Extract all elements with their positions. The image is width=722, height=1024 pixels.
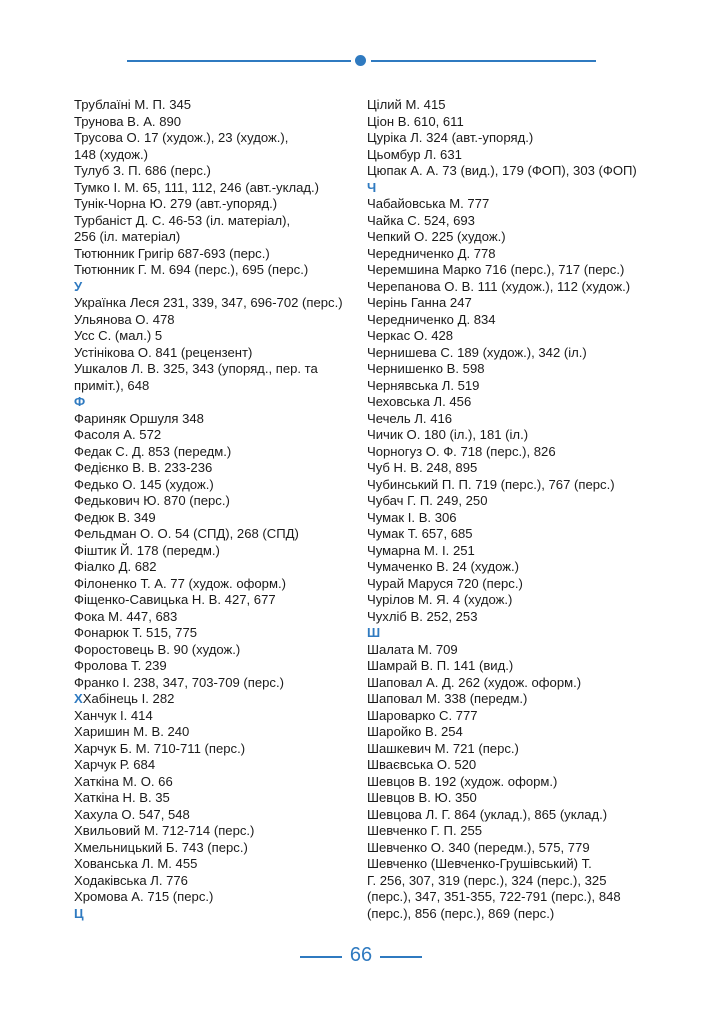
index-entry: Хаткіна Н. В. 35	[74, 790, 170, 805]
index-entry: Фасоля А. 572	[74, 427, 162, 442]
index-entry: Устінікова О. 841 (рецензент)	[74, 344, 253, 360]
index-entry: Чечель Л. 416	[367, 410, 453, 426]
index-entry: 256 (іл. матеріал)	[74, 229, 181, 244]
index-entry: Трусова О. 17 (худож.), 23 (худож.),	[74, 130, 289, 145]
index-entry: Шашкевич М. 721 (перс.)	[367, 740, 519, 756]
index-entry: Федькович Ю. 870 (перс.)	[74, 493, 230, 508]
index-entry: Чорногуз О. Ф. 718 (перс.), 826	[367, 443, 556, 459]
index-entry: Чухліб В. 252, 253	[367, 608, 478, 624]
index-entry: Українка Леся 231, 339, 347, 696-702 (перс.)	[74, 295, 343, 310]
index-entry: Черепанова О. В. 111 (худож.), 112 (худож.)	[367, 278, 631, 294]
index-entry: Чубач Г. П. 249, 250	[367, 493, 488, 508]
index-entry: Хмельницький Б. 743 (перс.)	[74, 839, 248, 855]
index-entry: Ушкалов Л. В. 325, 343 (упоряд., пер. та	[74, 361, 318, 376]
index-entry: Фельдман О. О. 54 (СПД), 268 (СПД)	[74, 526, 299, 541]
index-entry: Федієнко В. В. 233-236	[74, 460, 213, 475]
index-entry: Шаройко В. 254	[367, 724, 463, 739]
section-letter: Ц	[74, 905, 84, 921]
section-letter: Ф	[74, 394, 86, 409]
index-entry: Шевченко Г. П. 255	[367, 823, 483, 838]
index-entry: Чубинський П. П. 719 (перс.), 767 (перс.)	[367, 476, 615, 492]
index-entry: Трублаїні М. П. 345	[74, 97, 192, 112]
index-entry: Чайка С. 524, 693	[367, 212, 475, 228]
index-entry: Чепкий О. 225 (худож.)	[367, 229, 506, 244]
index-entry: Черкас О. 428	[367, 328, 454, 343]
index-entry: Харишин М. В. 240	[74, 724, 190, 739]
index-entry: приміт.), 648	[74, 377, 150, 393]
index-entry: Ходаківська Л. 776	[74, 872, 188, 888]
index-entry: Черінь Ганна 247	[367, 295, 472, 310]
index-entry: Чередниченко Д. 778	[367, 245, 496, 261]
index-entry: Франко І. 238, 347, 703-709 (перс.)	[74, 674, 284, 690]
index-entry: Шевцова Л. Г. 864 (уклад.), 865 (уклад.)	[367, 806, 608, 822]
footer-rule-right	[380, 956, 422, 958]
index-entry: Шевцов В. 192 (худож. оформ.)	[367, 773, 558, 789]
index-entry: Фіалко Д. 682	[74, 559, 157, 574]
index-entry: (перс.), 856 (перс.), 869 (перс.)	[367, 905, 555, 921]
header-rule-right	[371, 60, 596, 62]
index-entry: Чуб Н. В. 248, 895	[367, 460, 478, 475]
index-entry: Чумак І. В. 306	[367, 509, 457, 525]
index-entry: Шевцов В. Ю. 350	[367, 790, 477, 805]
index-entry: Г. 256, 307, 319 (перс.), 324 (перс.), 325	[367, 872, 607, 888]
index-entry: Цілий М. 415	[367, 97, 446, 112]
index-entry: Форостовець В. 90 (худож.)	[74, 641, 241, 657]
index-entry: Хромова А. 715 (перс.)	[74, 889, 214, 904]
index-entry: Чумаченко В. 24 (худож.)	[367, 559, 520, 574]
index-entry: Чурілов М. Я. 4 (худож.)	[367, 592, 513, 607]
index-entry: Фока М. 447, 683	[74, 608, 178, 624]
index-entry: Хвильовий М. 712-714 (перс.)	[74, 823, 255, 838]
index-entry: Ульянова О. 478	[74, 311, 175, 327]
index-entry: Турбаніст Д. С. 46-53 (іл. матеріал),	[74, 212, 291, 228]
index-entry: Фариняк Оршуля 348	[74, 410, 204, 426]
section-letter: Х	[74, 691, 83, 706]
header-rule-left	[127, 60, 351, 62]
index-entry: Шалата М. 709	[367, 641, 458, 657]
index-entry: Тулуб З. П. 686 (перс.)	[74, 163, 211, 178]
index-entry: Ханчук І. 414	[74, 707, 153, 723]
index-entry: Усс С. (мал.) 5	[74, 328, 163, 343]
index-entry: Чумак Т. 657, 685	[367, 526, 473, 541]
index-entry: Чернишенко В. 598	[367, 361, 485, 376]
index-entry: Чабайовська М. 777	[367, 196, 490, 211]
index-column-left	[74, 97, 356, 922]
index-entry: Фонарюк Т. 515, 775	[74, 625, 198, 640]
index-entry: Чеховська Л. 456	[367, 394, 472, 409]
index-entry: Фіщенко-Савицька Н. В. 427, 677	[74, 592, 276, 607]
index-entry: Фіштик Й. 178 (передм.)	[74, 542, 220, 558]
index-entry: Шаповал М. 338 (передм.)	[367, 691, 528, 706]
index-entry: Тумко І. М. 65, 111, 112, 246 (авт.-уклад.)	[74, 179, 320, 195]
index-entry: Черемшина Марко 716 (перс.), 717 (перс.)	[367, 262, 625, 277]
section-letter: Ч	[367, 179, 377, 195]
index-entry	[74, 691, 356, 708]
index-entry: Чернишева С. 189 (худож.), 342 (іл.)	[367, 344, 587, 360]
index-entry: 148 (худож.)	[74, 146, 149, 162]
index-entry: Чичик О. 180 (іл.), 181 (іл.)	[367, 427, 529, 442]
index-entry: Фролова Т. 239	[74, 658, 167, 673]
index-entry: Тунік-Чорна Ю. 279 (авт.-упоряд.)	[74, 196, 278, 211]
index-entry: Федько О. 145 (худож.)	[74, 476, 214, 492]
index-entry: Шевченко (Шевченко-Грушівський) Т.	[367, 856, 592, 871]
index-entry: Трунова В. А. 890	[74, 113, 182, 129]
index-entry-text: Хабінець І. 282	[82, 691, 175, 706]
index-entry: Чернявська Л. 519	[367, 377, 480, 393]
index-entry: (перс.), 347, 351-355, 722-791 (перс.), 848	[367, 889, 621, 904]
section-letter: Ш	[367, 625, 381, 640]
index-entry: Філоненко Т. А. 77 (худож. оформ.)	[74, 575, 286, 591]
index-entry: Шамрай В. П. 141 (вид.)	[367, 658, 514, 673]
header-dot	[355, 55, 366, 66]
index-entry: Шаповал А. Д. 262 (худож. оформ.)	[367, 674, 582, 690]
index-entry: Хахула О. 547, 548	[74, 806, 190, 822]
index-column-right	[367, 97, 657, 922]
index-entry: Тютюнник Григір 687-693 (перс.)	[74, 245, 270, 261]
index-entry: Шваєвська О. 520	[367, 757, 477, 772]
index-entry: Цуріка Л. 324 (авт.-упоряд.)	[367, 130, 534, 145]
index-entry: Федак С. Д. 853 (передм.)	[74, 443, 232, 459]
index-entry: Цьомбур Л. 631	[367, 146, 462, 162]
index-entry: Хованська Л. М. 455	[74, 856, 198, 871]
index-entry: Харчук Р. 684	[74, 757, 156, 772]
index-entry: Федюк В. 349	[74, 509, 156, 525]
section-letter: У	[74, 278, 83, 294]
index-entry: Шароварко С. 777	[367, 707, 478, 723]
index-entry: Хаткіна М. О. 66	[74, 773, 173, 789]
index-entry: Чурай Маруся 720 (перс.)	[367, 575, 523, 591]
index-entry: Харчук Б. М. 710-711 (перс.)	[74, 740, 246, 756]
index-entry: Шевченко О. 340 (передм.), 575, 779	[367, 839, 590, 855]
index-entry: Тютюнник Г. М. 694 (перс.), 695 (перс.)	[74, 262, 309, 277]
index-entry: Чумарна М. І. 251	[367, 542, 475, 558]
page-number: 66	[349, 944, 373, 966]
index-entry: Цюпак А. А. 73 (вид.), 179 (ФОП), 303 (ФОП)	[367, 163, 637, 178]
footer-rule-left	[300, 956, 342, 958]
index-entry: Ціон В. 610, 611	[367, 113, 464, 129]
index-entry: Чередниченко Д. 834	[367, 311, 496, 327]
